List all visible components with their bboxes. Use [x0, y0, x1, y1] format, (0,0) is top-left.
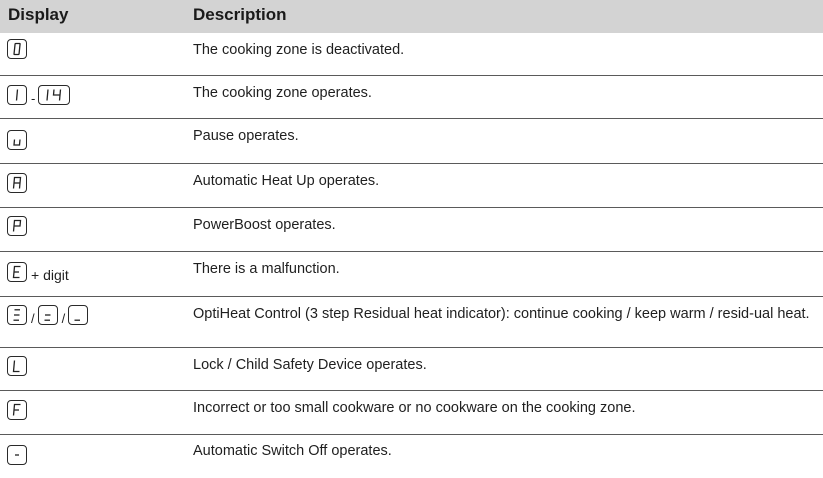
level-separator: / [61, 311, 66, 326]
letter-l-icon [7, 356, 27, 376]
header-description: Description [193, 5, 287, 24]
letter-e-icon [7, 262, 27, 282]
display-cell [7, 39, 27, 59]
table-row [0, 208, 823, 252]
table-row [0, 297, 823, 348]
row-description: The cooking zone is deactivated. [193, 42, 405, 58]
digit-0-icon [7, 39, 27, 59]
display-cell [7, 85, 70, 105]
row-description: Lock / Child Safety Device operates. [193, 357, 427, 373]
table-row [0, 252, 823, 297]
digit-1-icon [7, 85, 27, 105]
residual-heat-3-icon [7, 305, 27, 325]
table-header [0, 0, 823, 33]
row-description: OptiHeat Control (3 step Residual heat indicator): continue cooking / keep warm / resid-ual heat. [193, 306, 810, 322]
display-cell [7, 216, 27, 236]
table-row [0, 164, 823, 208]
table-row [0, 33, 823, 76]
level-separator: / [31, 311, 35, 326]
row-description: PowerBoost operates. [193, 217, 336, 233]
table-row [0, 76, 823, 119]
row-description: Automatic Switch Off operates. [193, 443, 392, 459]
letter-f-icon [7, 400, 27, 420]
display-cell [7, 400, 27, 420]
table-row [0, 119, 823, 164]
display-cell [7, 173, 27, 193]
row-description: Incorrect or too small cookware or no cookware on the cooking zone. [193, 400, 636, 416]
header-display: Display [8, 5, 69, 24]
letter-p-icon [7, 216, 27, 236]
display-cell [7, 130, 27, 150]
dash-icon [7, 445, 27, 465]
digit-14-icon [38, 85, 70, 105]
row-description: Automatic Heat Up operates. [193, 173, 380, 189]
display-cell [7, 445, 27, 465]
pause-icon [7, 130, 27, 150]
row-description: There is a malfunction. [193, 261, 340, 277]
row-description: Pause operates. [193, 128, 299, 144]
digit-suffix: + digit [31, 267, 69, 283]
table-row [0, 435, 823, 478]
row-description: The cooking zone operates. [193, 85, 372, 101]
table-row [0, 391, 823, 435]
display-cell [7, 262, 69, 282]
letter-a-icon [7, 173, 27, 193]
residual-heat-2-icon [38, 305, 58, 325]
residual-heat-1-icon [68, 305, 88, 325]
range-separator: - [31, 91, 36, 106]
display-cell [7, 305, 88, 325]
display-cell [7, 356, 27, 376]
table-row [0, 348, 823, 391]
